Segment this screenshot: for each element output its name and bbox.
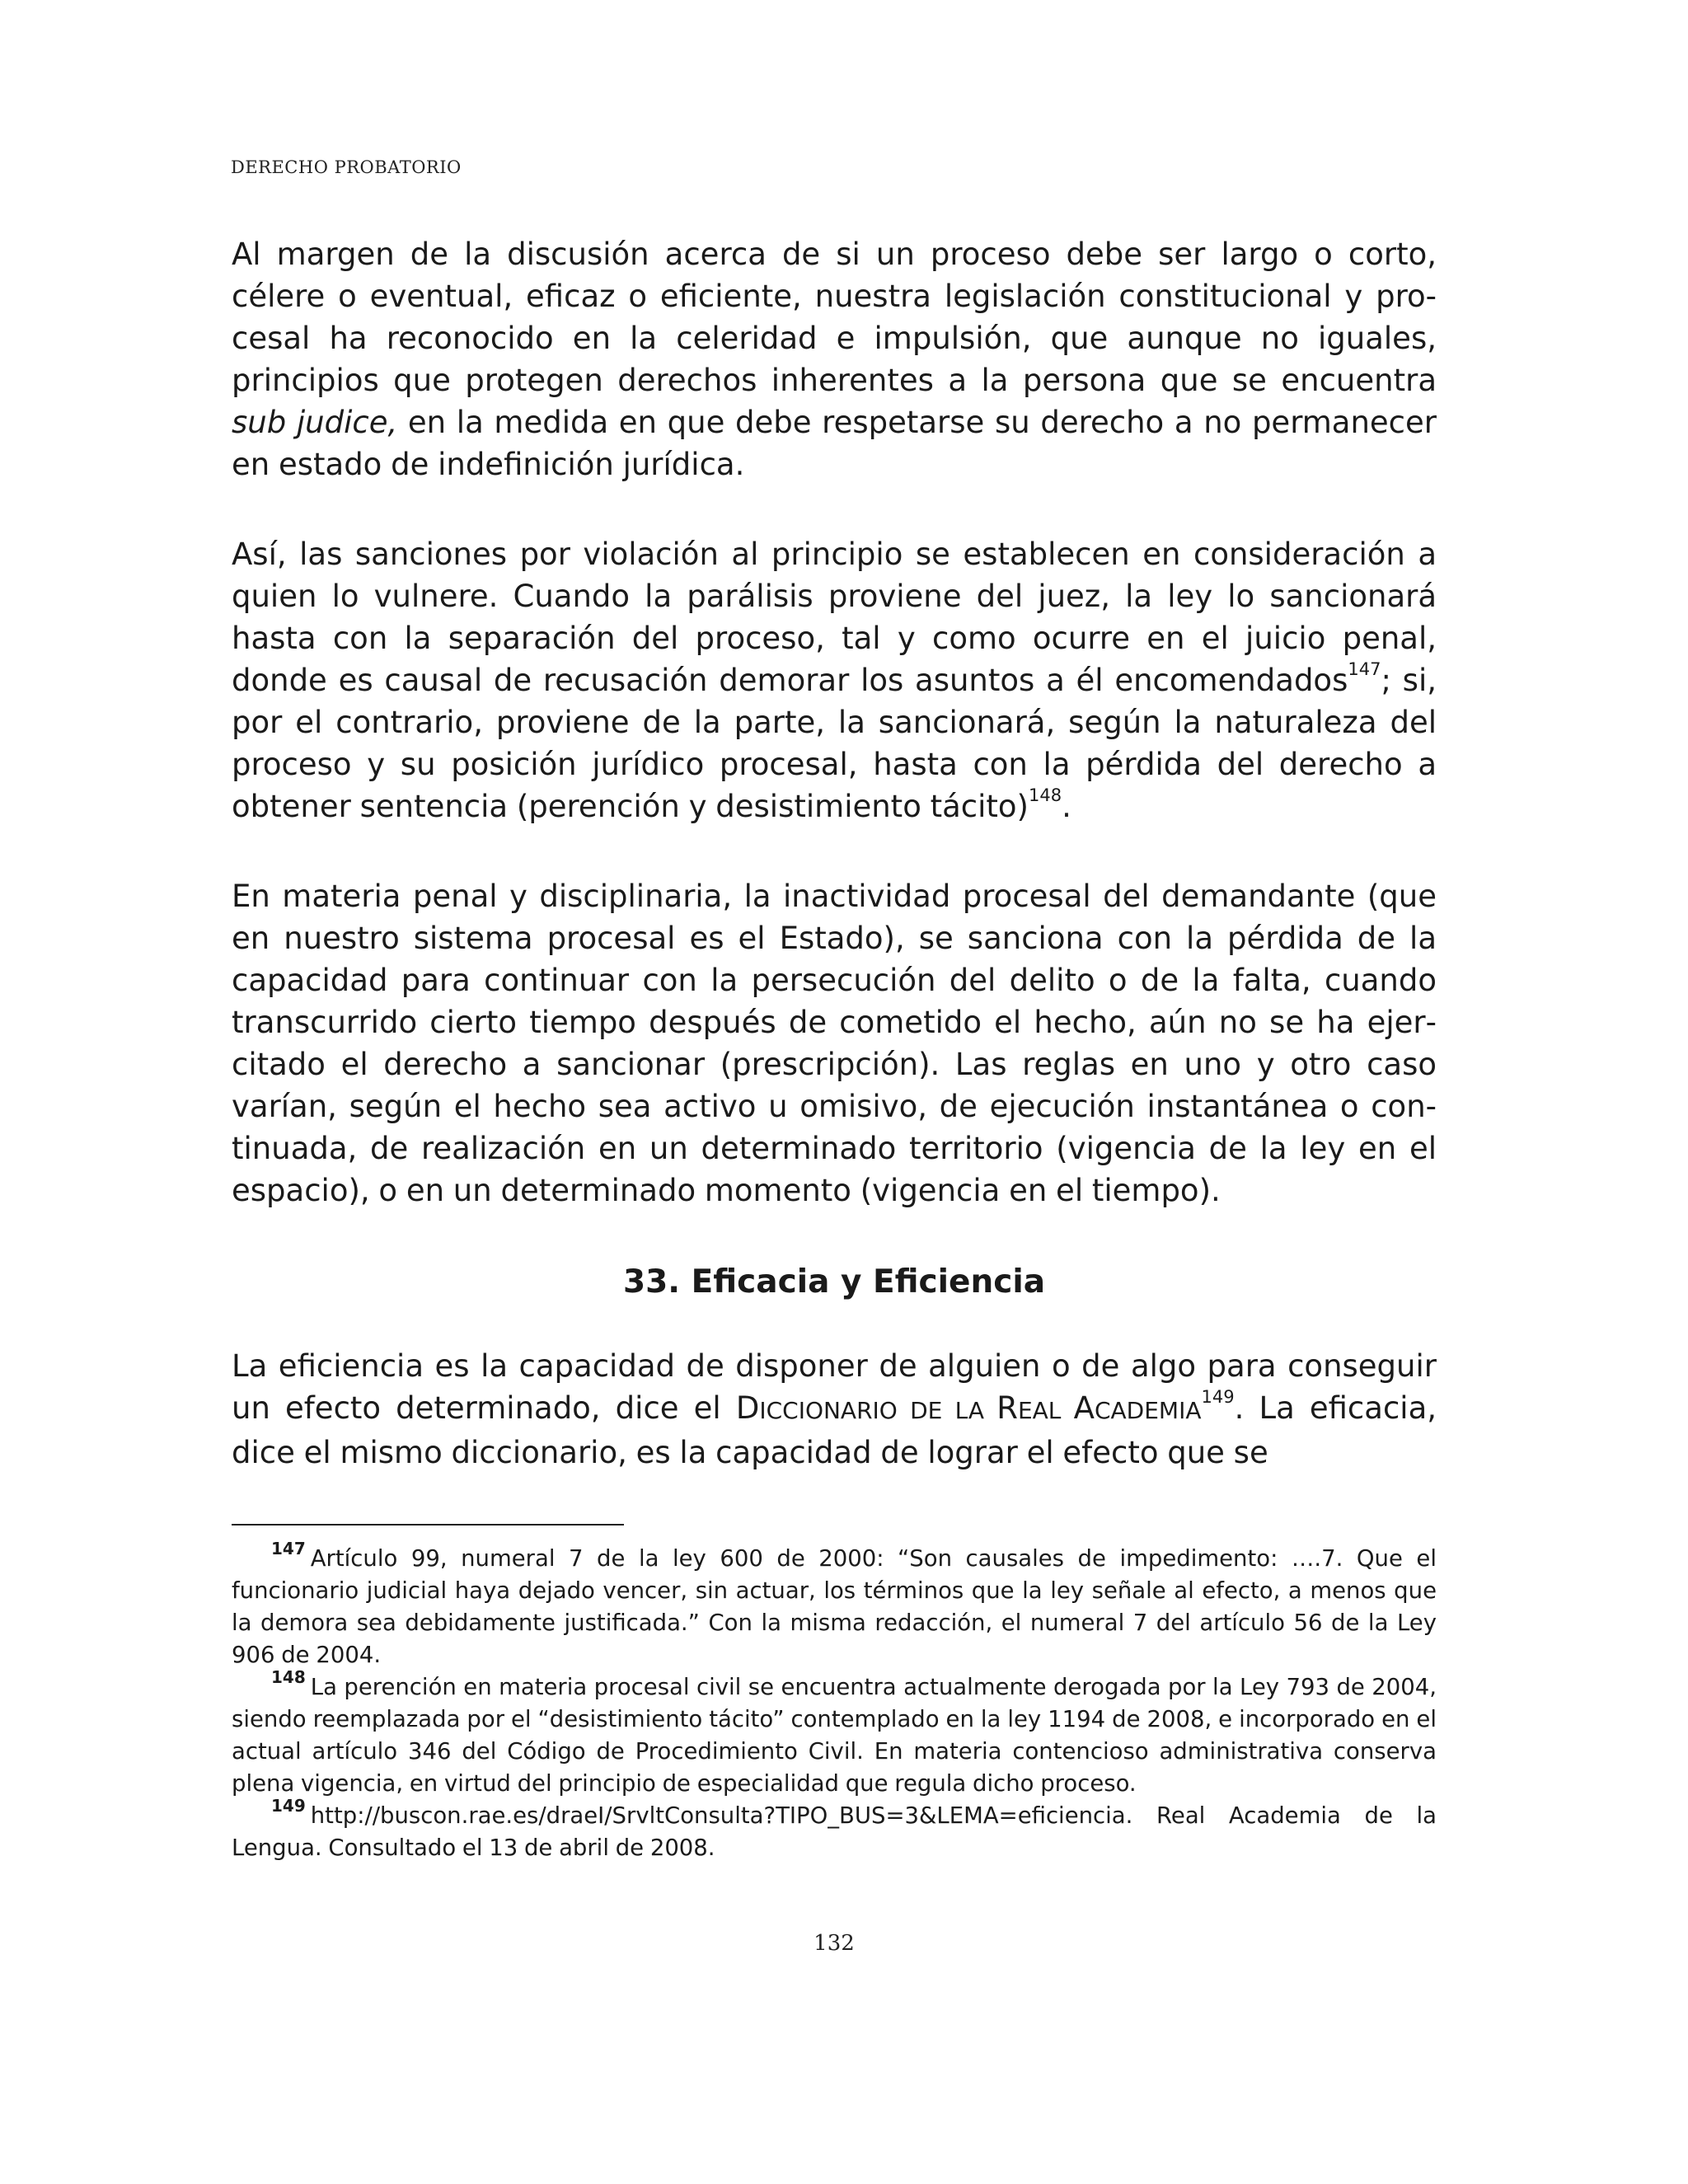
footnote-149 xyxy=(232,1796,1437,1864)
footnote-number: 148 xyxy=(271,1667,306,1687)
latin-term: sub judice, xyxy=(232,405,398,440)
paragraph-1-text: Al margen de la discusión acerca de si un proceso debe ser largo o corto, célere o eventual, eficaz o eficiente, nuestra legislación constitucional y procesal ha reconocido en la celeridad e impulsión, que aunque no iguales, principios que protegen derechos inherentes a la persona que se encuentra xyxy=(232,237,1437,398)
paragraph-1-text-end: en la medida en que debe respetarse su derecho a no permanecer en estado de indefinición jurídica. xyxy=(232,405,1437,482)
dictionary-title-rest-2: EAL xyxy=(1017,1397,1074,1424)
footnote-number: 147 xyxy=(271,1539,306,1558)
paragraph-4 xyxy=(232,1345,1437,1474)
page-number: 132 xyxy=(814,1931,855,1956)
paragraph-4-text-end: . La eficacia, dice el mismo diccionario, es la capacidad de lograr el efecto que se xyxy=(232,1390,1437,1470)
paragraph-2-text-middle: ; si, por el contrario, proviene de la parte, la sancionará, según la naturaleza del proceso y su posición jurídico procesal, hasta con la pérdida del derecho a obtener sentencia (perención y desistimiento tácito) xyxy=(232,663,1437,824)
dictionary-title-rest-1: ICCIONARIO DE LA xyxy=(759,1397,997,1424)
dictionary-title-initial-a: A xyxy=(1073,1390,1095,1426)
running-header: DERECHO PROBATORIO xyxy=(231,157,462,177)
footnote-147 xyxy=(232,1539,1437,1671)
paragraph-3: En materia penal y disciplinaria, la inactividad procesal del demandante (que en nuestro sistema procesal es el Estado), se sanciona con la pérdida de la capacidad para continuar con la persecución del delito o de la falta, cuando transcurrido cierto tiempo después de cometido el hecho, aún no se ha ejercitado el derecho a sancionar (prescripción). Las reglas en uno y otro caso varían, según el hecho sea activo u omisivo, de ejecución instantánea o continuada, de realización en un determinado territorio (vigencia de la ley en el espacio), o en un determinado momento (vigencia en el tiempo). xyxy=(232,879,1437,1208)
footnote-number: 149 xyxy=(271,1796,306,1816)
paragraph-1 xyxy=(232,233,1437,485)
dictionary-title-rest-3: CADEMIA xyxy=(1094,1397,1202,1424)
footnote-148 xyxy=(232,1667,1437,1800)
footnote-text: http://buscon.rae.es/draeI/SrvltConsulta?TIPO_BUS=3&LEMA=eficiencia. Real Academia de la Lengua. Consultado el 13 de abril de 2008. xyxy=(232,1802,1437,1861)
dictionary-title-initial-r: R xyxy=(996,1390,1018,1426)
section-heading: 33. Eficacia y Eficiencia xyxy=(622,1263,1046,1301)
footnote-separator xyxy=(232,1524,624,1526)
footnote-text: Artículo 99, numeral 7 de la ley 600 de 2000: “Son causales de impedimento: ….7. Que el funcionario judicial haya dejado vencer, sin actuar, los términos que la ley señale al efecto, a menos que la demora sea debidamente justificada.” Con la misma redacción, el numeral 7 del artículo 56 de la Ley 906 de 2004. xyxy=(232,1545,1437,1668)
paragraph-2-text-end: . xyxy=(1062,789,1071,824)
dictionary-title xyxy=(736,1390,1202,1426)
footnote-ref-149[interactable]: 149 xyxy=(1201,1387,1235,1408)
footnotes xyxy=(232,1539,1437,1864)
footnote-ref-148[interactable]: 148 xyxy=(1028,785,1062,806)
paragraph-4-text: La eficiencia es la capacidad de disponer de alguien o de algo para conseguir un efecto determinado, dice el xyxy=(232,1348,1437,1426)
paragraph-2-text: Así, las sanciones por violación al principio se establecen en consideración a quien lo vulnere. Cuando la parálisis proviene del juez, la ley lo sancionará hasta con la separación del proceso, tal y como ocurre en el juicio penal, donde es causal de recusación demorar los asuntos a él encomendados xyxy=(232,537,1437,698)
dictionary-title-initial-d: D xyxy=(735,1390,760,1426)
footnote-text: La perención en materia procesal civil se encuentra actualmente derogada por la Ley 793 de 2004, siendo reemplazada por el “desistimiento tácito” contemplado en la ley 1194 de 2008, e incorporado en el actual artículo 346 del Código de Procedimiento Civil. En materia contencioso administrativa conserva plena vigencia, en virtud del principio de especialidad que regula dicho proceso. xyxy=(232,1674,1437,1797)
paragraph-2 xyxy=(232,533,1437,827)
footnote-ref-147[interactable]: 147 xyxy=(1348,659,1381,680)
